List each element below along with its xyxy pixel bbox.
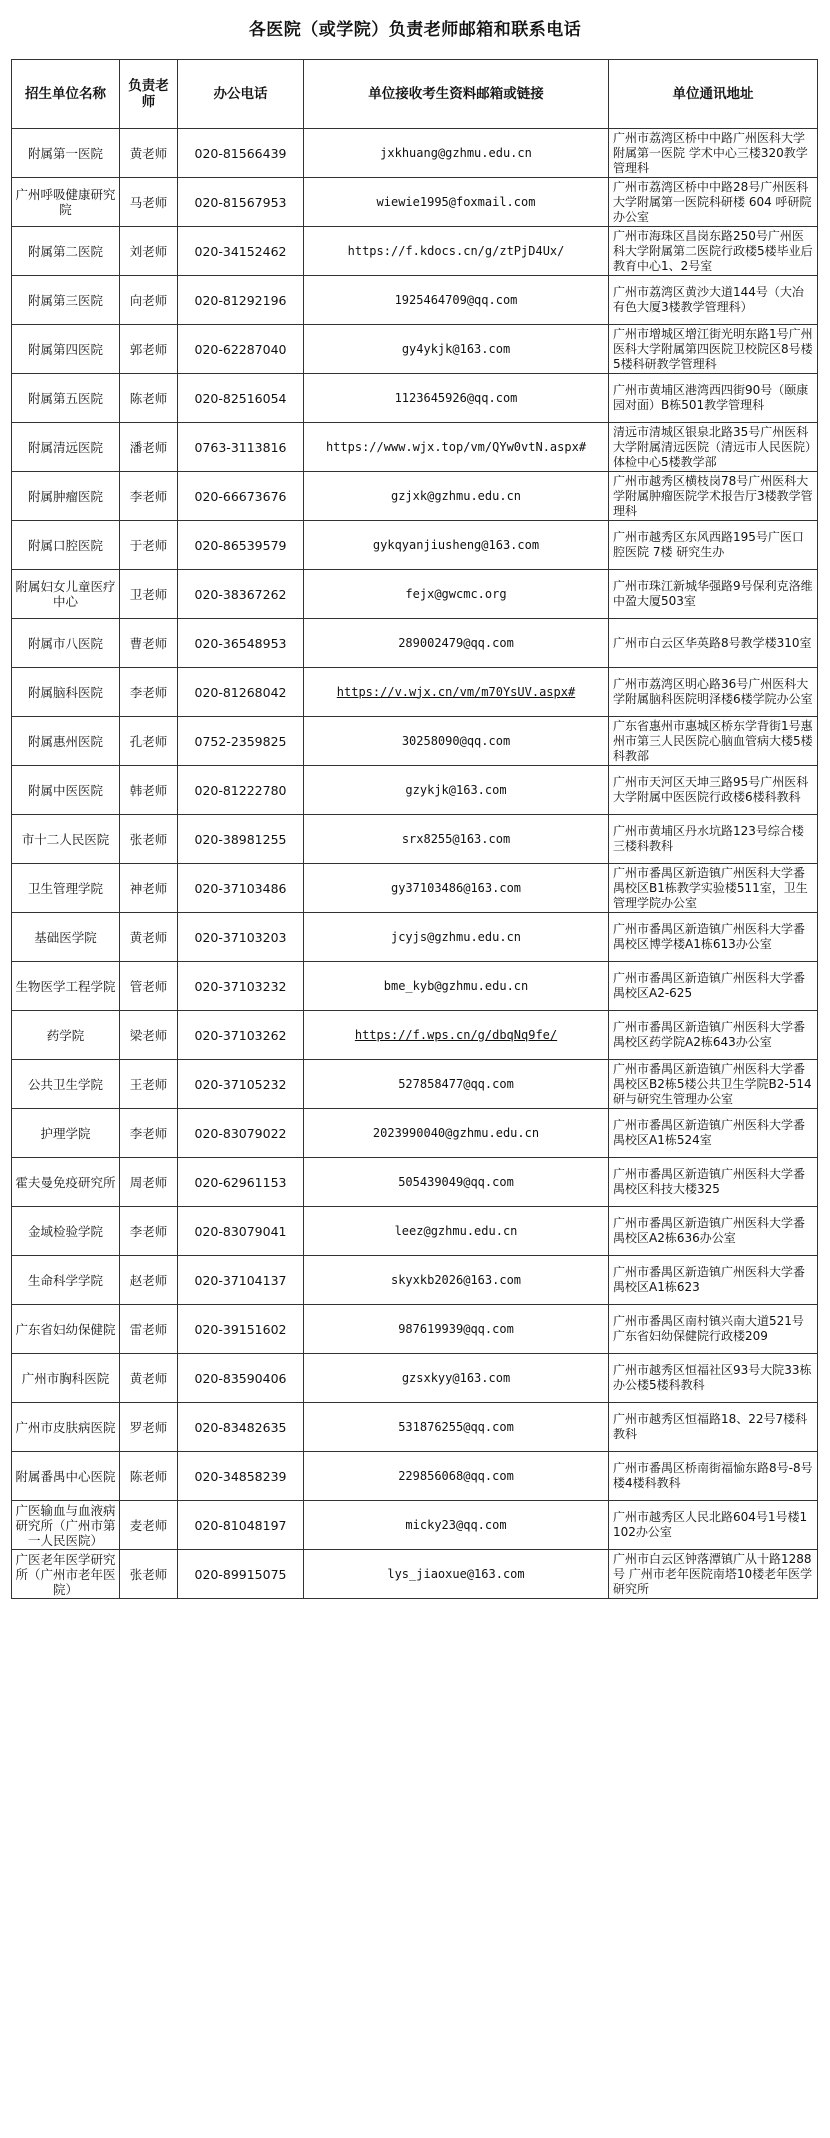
unit-cell: 广州市胸科医院 bbox=[12, 1354, 120, 1403]
teacher-cell: 刘老师 bbox=[120, 227, 178, 276]
table-row bbox=[12, 423, 818, 472]
email-cell: bme_kyb@gzhmu.edu.cn bbox=[304, 962, 609, 1011]
phone-cell: 020-62287040 bbox=[178, 325, 304, 374]
unit-cell: 附属清远医院 bbox=[12, 423, 120, 472]
page-title: 各医院（或学院）负责老师邮箱和联系电话 bbox=[248, 20, 582, 40]
teacher-cell: 神老师 bbox=[120, 864, 178, 913]
unit-cell: 广医老年医学研究所（广州市老年医院） bbox=[12, 1550, 120, 1599]
address-cell: 广州市番禺区新造镇广州医科大学番禺校区A2-625 bbox=[609, 962, 818, 1011]
unit-cell: 附属肿瘤医院 bbox=[12, 472, 120, 521]
email-cell: wiewie1995@foxmail.com bbox=[304, 178, 609, 227]
unit-cell: 广州呼吸健康研究院 bbox=[12, 178, 120, 227]
table-row bbox=[12, 1011, 818, 1060]
teacher-cell: 于老师 bbox=[120, 521, 178, 570]
header-teacher: 负责老师 bbox=[120, 60, 178, 129]
header-phone: 办公电话 bbox=[178, 60, 304, 129]
address-cell: 广州市番禺区新造镇广州医科大学番禺校区A2栋636办公室 bbox=[609, 1207, 818, 1256]
address-cell: 广州市番禺区新造镇广州医科大学番禺校区博学楼A1栋613办公室 bbox=[609, 913, 818, 962]
teacher-cell: 罗老师 bbox=[120, 1403, 178, 1452]
teacher-cell: 赵老师 bbox=[120, 1256, 178, 1305]
email-cell: micky23@qq.com bbox=[304, 1501, 609, 1550]
email-cell: srx8255@163.com bbox=[304, 815, 609, 864]
phone-cell: 020-83079022 bbox=[178, 1109, 304, 1158]
phone-cell: 020-83079041 bbox=[178, 1207, 304, 1256]
unit-cell: 护理学院 bbox=[12, 1109, 120, 1158]
unit-cell: 市十二人民医院 bbox=[12, 815, 120, 864]
table-row bbox=[12, 178, 818, 227]
address-cell: 广州市越秀区横枝岗78号广州医科大学附属肿瘤医院学术报告厅3楼教学管理科 bbox=[609, 472, 818, 521]
address-cell: 广州市番禺区新造镇广州医科大学番禺校区A1栋524室 bbox=[609, 1109, 818, 1158]
header-unit: 招生单位名称 bbox=[12, 60, 120, 129]
phone-cell: 020-38981255 bbox=[178, 815, 304, 864]
table-row bbox=[12, 962, 818, 1011]
unit-cell: 卫生管理学院 bbox=[12, 864, 120, 913]
table-row bbox=[12, 1060, 818, 1109]
address-cell: 广州市黄埔区港湾西四街90号（颐康园对面）B栋501教学管理科 bbox=[609, 374, 818, 423]
table-row bbox=[12, 864, 818, 913]
address-cell: 广州市荔湾区明心路36号广州医科大学附属脑科医院明泽楼6楼学院办公室 bbox=[609, 668, 818, 717]
table-row bbox=[12, 521, 818, 570]
table-row bbox=[12, 1256, 818, 1305]
unit-cell: 附属番禺中心医院 bbox=[12, 1452, 120, 1501]
email-cell: lys_jiaoxue@163.com bbox=[304, 1550, 609, 1599]
unit-cell: 附属脑科医院 bbox=[12, 668, 120, 717]
email-cell: skyxkb2026@163.com bbox=[304, 1256, 609, 1305]
teacher-cell: 马老师 bbox=[120, 178, 178, 227]
email-cell: gy37103486@163.com bbox=[304, 864, 609, 913]
address-cell: 广州市番禺区新造镇广州医科大学番禺校区科技大楼325 bbox=[609, 1158, 818, 1207]
phone-cell: 020-66673676 bbox=[178, 472, 304, 521]
email-cell: jcyjs@gzhmu.edu.cn bbox=[304, 913, 609, 962]
phone-cell: 0763-3113816 bbox=[178, 423, 304, 472]
teacher-cell: 黄老师 bbox=[120, 129, 178, 178]
teacher-cell: 卫老师 bbox=[120, 570, 178, 619]
address-cell: 广州市荔湾区黄沙大道144号（大冶有色大厦3楼教学管理科） bbox=[609, 276, 818, 325]
phone-cell: 0752-2359825 bbox=[178, 717, 304, 766]
email-cell: 2023990040@gzhmu.edu.cn bbox=[304, 1109, 609, 1158]
address-cell: 广州市番禺区新造镇广州医科大学番禺校区药学院A2栋643办公室 bbox=[609, 1011, 818, 1060]
email-cell: 30258090@qq.com bbox=[304, 717, 609, 766]
unit-cell: 附属第四医院 bbox=[12, 325, 120, 374]
table-row bbox=[12, 1158, 818, 1207]
phone-cell: 020-34152462 bbox=[178, 227, 304, 276]
table-header-row bbox=[12, 60, 818, 129]
teacher-cell: 梁老师 bbox=[120, 1011, 178, 1060]
email-cell: https://f.kdocs.cn/g/ztPjD4Ux/ bbox=[304, 227, 609, 276]
table-row bbox=[12, 570, 818, 619]
unit-cell: 附属市八医院 bbox=[12, 619, 120, 668]
email-cell: https://www.wjx.top/vm/QYw0vtN.aspx# bbox=[304, 423, 609, 472]
unit-cell: 广医输血与血液病研究所（广州市第一人民医院） bbox=[12, 1501, 120, 1550]
teacher-cell: 麦老师 bbox=[120, 1501, 178, 1550]
teacher-cell: 张老师 bbox=[120, 1550, 178, 1599]
teacher-cell: 李老师 bbox=[120, 1207, 178, 1256]
teacher-cell: 曹老师 bbox=[120, 619, 178, 668]
unit-cell: 附属第一医院 bbox=[12, 129, 120, 178]
unit-cell: 基础医学院 bbox=[12, 913, 120, 962]
table-row bbox=[12, 1452, 818, 1501]
teacher-cell: 向老师 bbox=[120, 276, 178, 325]
teacher-cell: 黄老师 bbox=[120, 1354, 178, 1403]
email-link[interactable]: https://f.wps.cn/g/dbqNq9fe/ bbox=[354, 1027, 558, 1042]
phone-cell: 020-37104137 bbox=[178, 1256, 304, 1305]
table-row bbox=[12, 129, 818, 178]
phone-cell: 020-83482635 bbox=[178, 1403, 304, 1452]
address-cell: 广州市越秀区东风西路195号广医口腔医院 7楼 研究生办 bbox=[609, 521, 818, 570]
phone-cell: 020-81567953 bbox=[178, 178, 304, 227]
email-cell: 531876255@qq.com bbox=[304, 1403, 609, 1452]
phone-cell: 020-37103203 bbox=[178, 913, 304, 962]
teacher-cell: 李老师 bbox=[120, 668, 178, 717]
email-link[interactable]: https://v.wjx.cn/vm/m70YsUV.aspx# bbox=[336, 684, 576, 699]
table-row bbox=[12, 1109, 818, 1158]
phone-cell: 020-81268042 bbox=[178, 668, 304, 717]
address-cell: 广州市越秀区恒福路18、22号7楼科教科 bbox=[609, 1403, 818, 1452]
unit-cell: 公共卫生学院 bbox=[12, 1060, 120, 1109]
header-email: 单位接收考生资料邮箱或链接 bbox=[304, 60, 609, 129]
address-cell: 广州市番禺区新造镇广州医科大学番禺校区A1栋623 bbox=[609, 1256, 818, 1305]
address-cell: 广东省惠州市惠城区桥东学背街1号惠州市第三人民医院心脑血管病大楼5楼科教部 bbox=[609, 717, 818, 766]
phone-cell: 020-81048197 bbox=[178, 1501, 304, 1550]
email-cell: 527858477@qq.com bbox=[304, 1060, 609, 1109]
email-cell: gzykjk@163.com bbox=[304, 766, 609, 815]
email-cell: 1925464709@qq.com bbox=[304, 276, 609, 325]
table-row bbox=[12, 1403, 818, 1452]
address-cell: 广州市越秀区人民北路604号1号楼1102办公室 bbox=[609, 1501, 818, 1550]
email-cell: 987619939@qq.com bbox=[304, 1305, 609, 1354]
phone-cell: 020-37103232 bbox=[178, 962, 304, 1011]
phone-cell: 020-37103262 bbox=[178, 1011, 304, 1060]
teacher-cell: 周老师 bbox=[120, 1158, 178, 1207]
address-cell: 广州市海珠区昌岗东路250号广州医科大学附属第二医院行政楼5楼毕业后教育中心1、2号室 bbox=[609, 227, 818, 276]
header-address: 单位通讯地址 bbox=[609, 60, 818, 129]
phone-cell: 020-82516054 bbox=[178, 374, 304, 423]
address-cell: 广州市珠江新城华强路9号保利克洛维中盈大厦503室 bbox=[609, 570, 818, 619]
address-cell: 广州市增城区增江街光明东路1号广州医科大学附属第四医院卫校院区8号楼5楼科研教学管理科 bbox=[609, 325, 818, 374]
unit-cell: 附属口腔医院 bbox=[12, 521, 120, 570]
email-cell: gzjxk@gzhmu.edu.cn bbox=[304, 472, 609, 521]
phone-cell: 020-34858239 bbox=[178, 1452, 304, 1501]
address-cell: 广州市番禺区南村镇兴南大道521号广东省妇幼保健院行政楼209 bbox=[609, 1305, 818, 1354]
teacher-cell: 黄老师 bbox=[120, 913, 178, 962]
phone-cell: 020-38367262 bbox=[178, 570, 304, 619]
table-row bbox=[12, 325, 818, 374]
address-cell: 广州市荔湾区桥中中路28号广州医科大学附属第一医院科研楼 604 呼研院办公室 bbox=[609, 178, 818, 227]
table-row bbox=[12, 1354, 818, 1403]
phone-cell: 020-62961153 bbox=[178, 1158, 304, 1207]
teacher-cell: 李老师 bbox=[120, 1109, 178, 1158]
teacher-cell: 管老师 bbox=[120, 962, 178, 1011]
address-cell: 广州市黄埔区丹水坑路123号综合楼三楼科教科 bbox=[609, 815, 818, 864]
phone-cell: 020-37105232 bbox=[178, 1060, 304, 1109]
address-cell: 广州市番禺区新造镇广州医科大学番禺校区B2栋5楼公共卫生学院B2-514研与研究生管理办公室 bbox=[609, 1060, 818, 1109]
unit-cell: 金域检验学院 bbox=[12, 1207, 120, 1256]
address-cell: 广州市番禺区桥南街福愉东路8号-8号楼4楼科教科 bbox=[609, 1452, 818, 1501]
phone-cell: 020-89915075 bbox=[178, 1550, 304, 1599]
phone-cell: 020-83590406 bbox=[178, 1354, 304, 1403]
unit-cell: 生命科学学院 bbox=[12, 1256, 120, 1305]
email-cell: 289002479@qq.com bbox=[304, 619, 609, 668]
phone-cell: 020-37103486 bbox=[178, 864, 304, 913]
email-cell: 1123645926@qq.com bbox=[304, 374, 609, 423]
unit-cell: 生物医学工程学院 bbox=[12, 962, 120, 1011]
address-cell: 广州市越秀区恒福社区93号大院33栋办公楼5楼科教科 bbox=[609, 1354, 818, 1403]
phone-cell: 020-81566439 bbox=[178, 129, 304, 178]
email-cell bbox=[304, 668, 609, 717]
unit-cell: 附属妇女儿童医疗中心 bbox=[12, 570, 120, 619]
teacher-cell: 郭老师 bbox=[120, 325, 178, 374]
address-cell: 清远市清城区银泉北路35号广州医科大学附属清远医院（清远市人民医院）体检中心5楼教学部 bbox=[609, 423, 818, 472]
email-cell bbox=[304, 1011, 609, 1060]
email-cell: fejx@gwcmc.org bbox=[304, 570, 609, 619]
teacher-cell: 陈老师 bbox=[120, 374, 178, 423]
teacher-cell: 张老师 bbox=[120, 815, 178, 864]
table-row bbox=[12, 1550, 818, 1599]
table-row bbox=[12, 717, 818, 766]
teacher-cell: 王老师 bbox=[120, 1060, 178, 1109]
table-row bbox=[12, 913, 818, 962]
table-row bbox=[12, 668, 818, 717]
table-row bbox=[12, 1305, 818, 1354]
teacher-cell: 孔老师 bbox=[120, 717, 178, 766]
table-row bbox=[12, 815, 818, 864]
teacher-cell: 雷老师 bbox=[120, 1305, 178, 1354]
teacher-cell: 韩老师 bbox=[120, 766, 178, 815]
table-row bbox=[12, 619, 818, 668]
unit-cell: 附属第三医院 bbox=[12, 276, 120, 325]
unit-cell: 药学院 bbox=[12, 1011, 120, 1060]
phone-cell: 020-36548953 bbox=[178, 619, 304, 668]
unit-cell: 霍夫曼免疫研究所 bbox=[12, 1158, 120, 1207]
table-row bbox=[12, 276, 818, 325]
table-row bbox=[12, 766, 818, 815]
teacher-cell: 陈老师 bbox=[120, 1452, 178, 1501]
unit-cell: 附属惠州医院 bbox=[12, 717, 120, 766]
table-row bbox=[12, 1501, 818, 1550]
unit-cell: 附属中医医院 bbox=[12, 766, 120, 815]
email-cell: gzsxkyy@163.com bbox=[304, 1354, 609, 1403]
address-cell: 广州市天河区天坤三路95号广州医科大学附属中医医院行政楼6楼科教科 bbox=[609, 766, 818, 815]
email-cell: gy4ykjk@163.com bbox=[304, 325, 609, 374]
table-row bbox=[12, 1207, 818, 1256]
unit-cell: 附属第二医院 bbox=[12, 227, 120, 276]
address-cell: 广州市白云区华英路8号教学楼310室 bbox=[609, 619, 818, 668]
phone-cell: 020-81222780 bbox=[178, 766, 304, 815]
unit-cell: 广州市皮肤病医院 bbox=[12, 1403, 120, 1452]
phone-cell: 020-81292196 bbox=[178, 276, 304, 325]
phone-cell: 020-86539579 bbox=[178, 521, 304, 570]
contact-table bbox=[11, 59, 818, 1599]
email-cell: 505439049@qq.com bbox=[304, 1158, 609, 1207]
email-cell: gykqyanjiusheng@163.com bbox=[304, 521, 609, 570]
table-row bbox=[12, 227, 818, 276]
phone-cell: 020-39151602 bbox=[178, 1305, 304, 1354]
teacher-cell: 潘老师 bbox=[120, 423, 178, 472]
email-cell: leez@gzhmu.edu.cn bbox=[304, 1207, 609, 1256]
address-cell: 广州市番禺区新造镇广州医科大学番禺校区B1栋教学实验楼511室，卫生管理学院办公室 bbox=[609, 864, 818, 913]
email-cell: jxkhuang@gzhmu.edu.cn bbox=[304, 129, 609, 178]
email-cell: 229856068@qq.com bbox=[304, 1452, 609, 1501]
address-cell: 广州市白云区钟落潭镇广从十路1288号 广州市老年医院南塔10楼老年医学研究所 bbox=[609, 1550, 818, 1599]
address-cell: 广州市荔湾区桥中中路广州医科大学附属第一医院 学术中心三楼320教学管理科 bbox=[609, 129, 818, 178]
teacher-cell: 李老师 bbox=[120, 472, 178, 521]
table-row bbox=[12, 472, 818, 521]
unit-cell: 广东省妇幼保健院 bbox=[12, 1305, 120, 1354]
table-row bbox=[12, 374, 818, 423]
unit-cell: 附属第五医院 bbox=[12, 374, 120, 423]
